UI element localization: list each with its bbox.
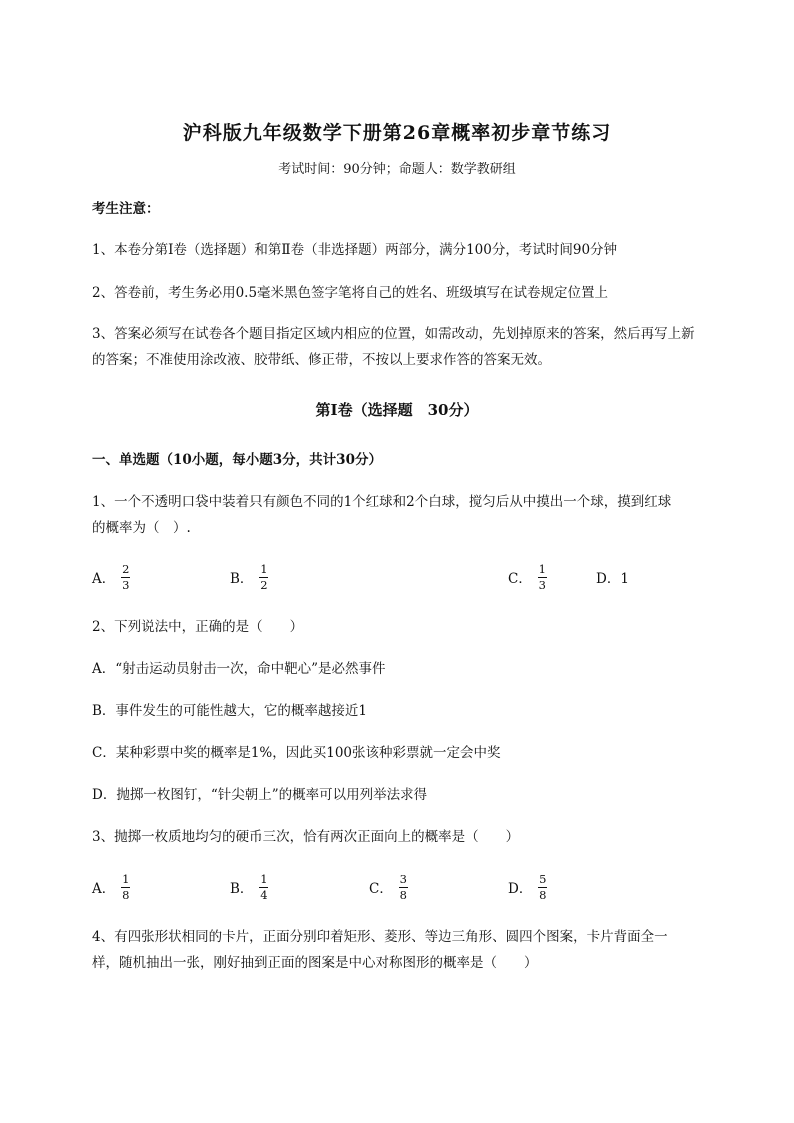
q1-option-a-denominator: 3 xyxy=(122,577,130,592)
q3-option-c-denominator: 8 xyxy=(399,887,407,902)
q1-option-c xyxy=(508,557,547,597)
q1-option-b-numerator: 1 xyxy=(260,561,268,576)
q3-option-a xyxy=(92,867,130,907)
q1-option-a-numerator: 2 xyxy=(122,561,130,576)
page-subtitle: 考试时间：90分钟；命题人：数学教研组 xyxy=(278,162,516,177)
notice-item-3: 3、答案必须写在试卷各个题目指定区域内相应的位置，如需改动，先划掉原来的答案，然后再写上新 xyxy=(92,326,695,342)
q3-stem: 3、抛掷一枚质地均匀的硬币三次，恰有两次正面向上的概率是（ ） xyxy=(92,829,520,845)
notice-item-1: 1、本卷分第I卷（选择题）和第Ⅱ卷（非选择题）两部分，满分100分，考试时间90分钟 xyxy=(92,242,618,258)
q2-option-a: A．“射击运动员射击一次，命中靶心”是必然事件 xyxy=(92,661,386,677)
q1-option-c-denominator: 3 xyxy=(538,577,546,592)
q3-option-b xyxy=(230,867,268,907)
q1-option-a-label: A． xyxy=(92,571,116,587)
part-heading: 一、单选题（10小题，每小题3分，共计30分） xyxy=(92,452,382,468)
q1-option-a xyxy=(92,557,130,597)
q1-option-b-denominator: 2 xyxy=(260,577,268,592)
q3-option-a-fraction xyxy=(121,873,130,902)
q1-option-d-label: D．1 xyxy=(596,571,629,587)
q3-option-c-numerator: 3 xyxy=(399,871,407,886)
q1-option-c-numerator: 1 xyxy=(538,561,546,576)
q1-option-b-fraction xyxy=(259,563,268,592)
q2-stem: 2、下列说法中，正确的是（ ） xyxy=(92,619,304,635)
q3-option-c xyxy=(369,867,408,907)
q3-option-d-fraction xyxy=(538,873,547,902)
q3-option-d-denominator: 8 xyxy=(539,887,547,902)
q1-option-c-fraction xyxy=(538,563,547,592)
q1-option-c-label: C． xyxy=(508,571,532,587)
q2-option-d: D．抛掷一枚图钉，“针尖朝上”的概率可以用列举法求得 xyxy=(92,787,428,803)
q4-stem-line2: 样，随机抽出一张，刚好抽到正面的图案是中心对称图形的概率是（ ） xyxy=(92,955,538,971)
q4-stem-line1: 4、有四张形状相同的卡片，正面分别印着矩形、菱形、等边三角形、圆四个图案，卡片背面全一 xyxy=(92,929,668,945)
q3-option-b-label: B． xyxy=(230,881,254,897)
q2-option-c: C．某种彩票中奖的概率是1%，因此买100张该种彩票就一定会中奖 xyxy=(92,745,501,761)
q3-option-c-fraction xyxy=(399,873,408,902)
notice-item-3-cont: 的答案；不准使用涂改液、胶带纸、修正带，不按以上要求作答的答案无效。 xyxy=(92,352,551,368)
q1-option-a-fraction xyxy=(121,563,130,592)
notice-item-2: 2、答卷前，考生务必用0.5毫米黑色签字笔将自己的姓名、班级填写在试卷规定位置上 xyxy=(92,285,609,301)
q3-option-b-numerator: 1 xyxy=(260,871,268,886)
q3-option-d-label: D． xyxy=(508,881,533,897)
q2-option-b: B．事件发生的可能性越大，它的概率越接近1 xyxy=(92,703,368,719)
q1-option-b-label: B． xyxy=(230,571,254,587)
page-title: 沪科版九年级数学下册第26章概率初步章节练习 xyxy=(182,122,612,144)
q3-option-a-label: A． xyxy=(92,881,116,897)
q3-option-b-fraction xyxy=(259,873,268,902)
q1-stem-line2: 的概率为（ ）. xyxy=(92,520,191,536)
q1-option-b xyxy=(230,557,268,597)
q3-option-d xyxy=(508,867,547,907)
q1-stem-line1: 1、一个不透明口袋中装着只有颜色不同的1个红球和2个白球，搅匀后从中摸出一个球，摸到红球 xyxy=(92,494,672,510)
q3-option-d-numerator: 5 xyxy=(539,871,547,886)
q3-option-a-numerator: 1 xyxy=(122,871,130,886)
q3-option-b-denominator: 4 xyxy=(260,887,268,902)
notice-heading: 考生注意： xyxy=(92,201,160,217)
q3-option-c-label: C． xyxy=(369,881,393,897)
section-title: 第I卷（选择题 30分） xyxy=(315,401,479,419)
q3-option-a-denominator: 8 xyxy=(122,887,130,902)
q1-option-d xyxy=(596,557,629,597)
